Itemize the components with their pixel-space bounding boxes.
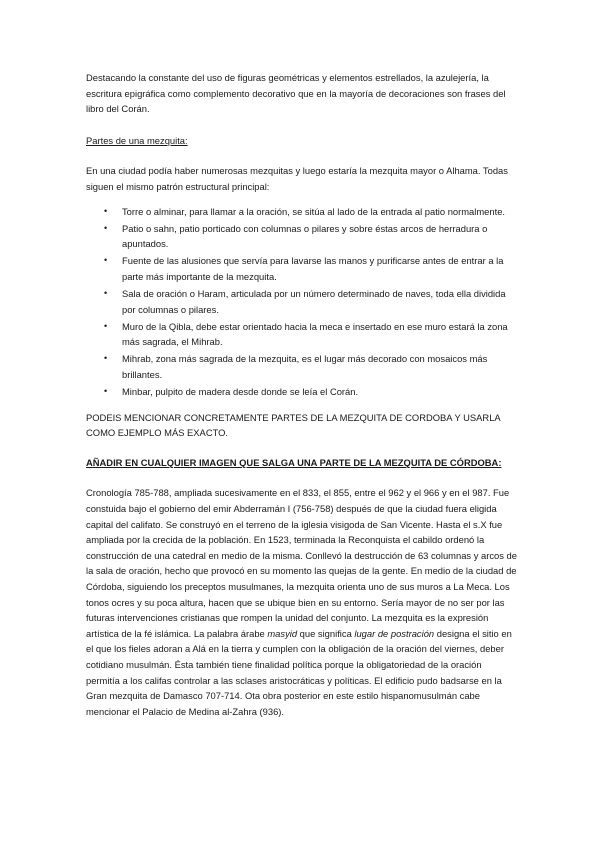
instruction-paragraph: PODEIS MENCIONAR CONCRETAMENTE PARTES DE LA MEZQUITA DE CORDOBA Y USARLA COMO EJEMPLO MÁS EXACTO. [86,411,501,439]
list-item-text: Torre o alminar, para llamar a la oración, se sitúa al lado de la entrada al patio normalmente. [122,205,506,217]
bullet-icon: • [104,353,108,364]
list-item [104,204,518,220]
list-item [104,253,518,284]
list-item-text: Muro de la Qibla, debe estar orientado hacia la meca e insertado en ese muro estará la zona más sagrada, el Mihrab. [122,320,508,348]
chronology-text-2: que significa [297,627,355,639]
term-lugar-de-postracion: lugar de postración [354,627,435,639]
parts-list [86,204,518,400]
bullet-icon: • [104,288,108,299]
bullet-icon: • [104,320,108,331]
list-item [104,221,518,252]
term-masyid: masyid [267,627,298,639]
parts-heading: Partes de una mezquita: [86,134,188,146]
list-item-text: Sala de oración o Haram, articulada por un número determinado de naves, toda ella dividida por columnas o pilares. [122,288,506,315]
list-item-text: Fuente de las alusiones que servía para lavarse las manos y purificarse antes de entrar a la parte más importante de la mezquita. [122,255,504,282]
list-item-text: Mihrab, zona más sagrada de la mezquita, es el lugar más decorado con mosaicos más brillantes. [122,353,488,380]
bullet-icon: • [104,255,108,266]
image-instruction-heading: AÑADIR EN CUALQUIER IMAGEN QUE SALGA UNA PARTE DE LA MEZQUITA DE CÓRDOBA: [86,456,502,468]
chronology-text-3: designa el sitio en el que los fieles adoran a Alá en la tierra y cumplen con la obligación de la oración del viernes, deber cotidiano musulmán. Ésta también tiene finalidad política porque la obligatoriedad de la oración permitía a los califas controlar a las sclases aristocráticas y políticas. El edificio pudo badsarse en la Gran mezquita de Damasco 707-714. Ota obra posterior en este estilo hispanomusulmán cabe mencionar el Palacio de Medina al-Zahra (936). [86,627,512,717]
list-item [104,319,518,350]
list-item [104,351,518,382]
list-item [104,286,518,317]
document-body [86,70,518,719]
list-item-text: Minbar, pulpito de madera desde donde se leía el Corán. [122,386,359,398]
bullet-icon: • [104,222,108,233]
list-item-text: Patio o sahn, patio porticado con columnas o pilares y sobre éstas arcos de herradura o apuntados. [122,222,488,250]
intro-paragraph: Destacando la constante del uso de figuras geométricas y elementos estrellados, la azulejería, la escritura epigráfica como complemento decorativo que en la mayoría de decoraciones son frases del libro del Corán. [86,72,506,115]
chronology-text-1: Cronología 785-788, ampliada sucesivamente en el 833, el 855, entre el 962 y el 966 y en el 987. Fue constuida bajo el gobierno del emir Abderramán I (756-758) después de que la ciudad fuera eligida capital del califato. Se construyó en el terreno de la iglesia visigoda de San Vicente. Hasta el s.X fue ampliada por la crecida de la población. En 1523, terminada la Reconquista el cabildo ordenó la construcción de una catedral en medio de la misma. Conllevó la destrucción de 63 columnas y arcos de la sala de oración, hecho que provocó en su momento las quejas de la gente. En medio de la ciudad de Córdoba, siguiendo los preceptos musulmanes, la mezquita orienta uno de sus muros a La Meca. Los tonos ocres y su poca altura, hacen que se ubique bien en su entorno. Sería mayor de no ser por las futuras intervenciones cristianas que rompen la unidad del conjunto. La mezquita es la expresión artística de la fé islámica. La palabra árabe [86,487,517,639]
bullet-icon: • [104,205,108,216]
list-item [104,384,518,400]
bullet-icon: • [104,386,108,397]
parts-lead-paragraph: En una ciudad podía haber numerosas mezquitas y luego estaría la mezquita mayor o Alhama. Todas siguen el mismo patrón estructural principal: [86,165,508,192]
chronology-paragraph [86,485,518,719]
